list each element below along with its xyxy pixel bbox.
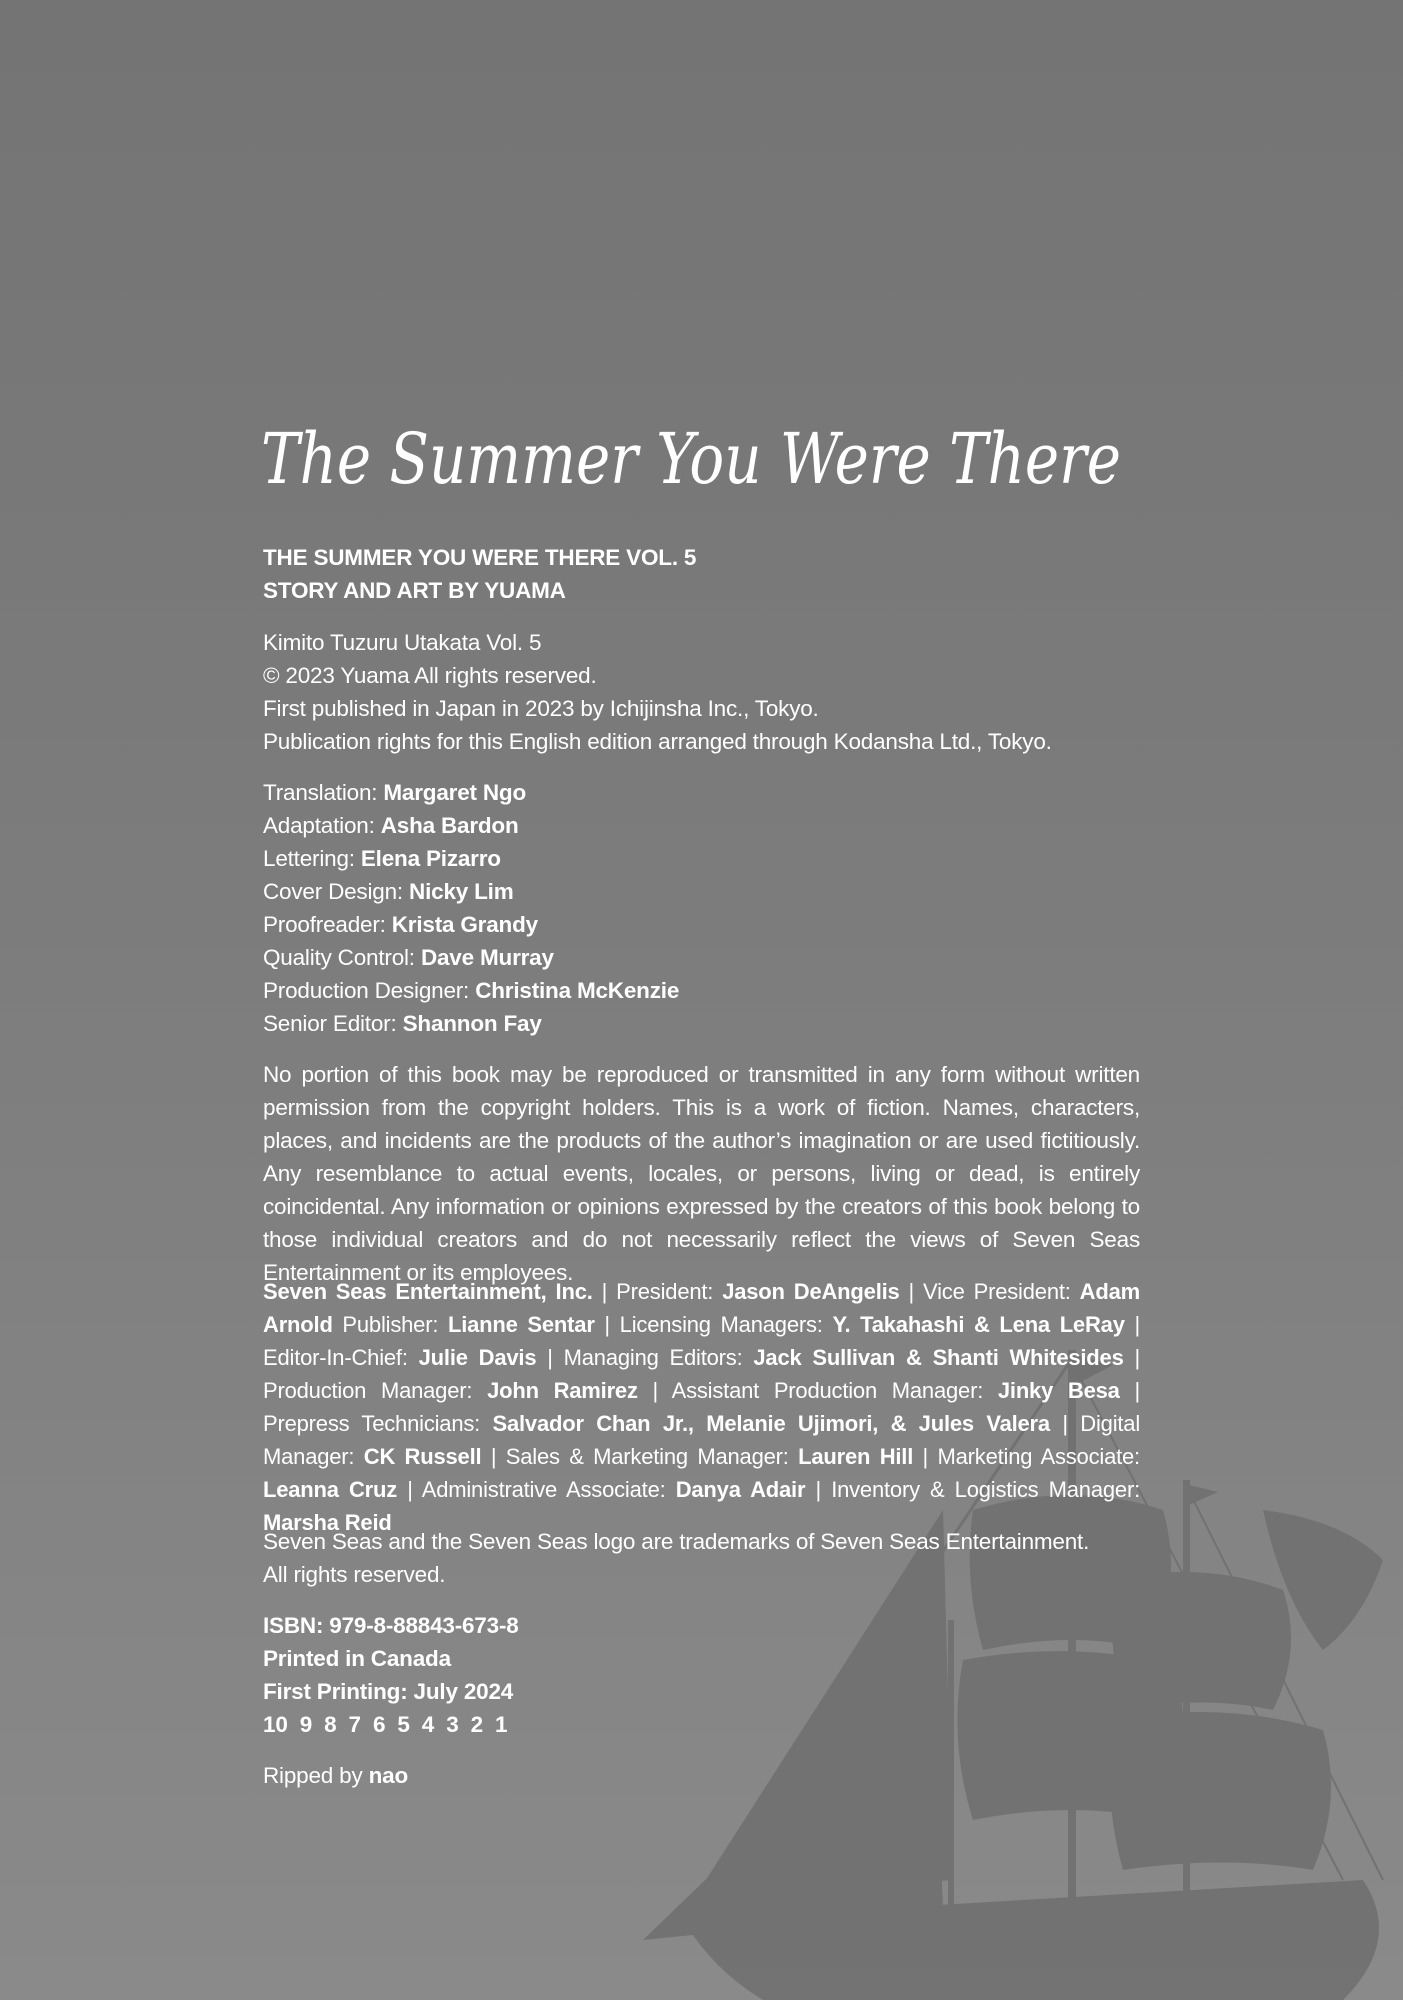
separator: | [637, 1378, 672, 1403]
trademark-line: Seven Seas and the Seven Seas logo are trademarks of Seven Seas Entertainment. [263, 1529, 1090, 1554]
separator: | [1124, 1312, 1140, 1337]
separator: | [805, 1477, 832, 1502]
staff-name: Julie Davis [418, 1345, 537, 1370]
staff-role: Editor-In- [263, 1345, 352, 1370]
print-line-numbers: 10 9 8 7 6 5 4 3 2 1 [263, 1712, 508, 1737]
credit-role: Proofreader: [263, 912, 386, 937]
staff-name: Jack Sullivan & Shanti Whitesides [753, 1345, 1124, 1370]
credits-block [263, 776, 1140, 1040]
credit-role: Cover Design: [263, 879, 403, 904]
printed-in: Printed in Canada [263, 1646, 451, 1671]
trademark-line: All rights reserved. [263, 1562, 446, 1587]
staff-role: Publisher: [342, 1312, 439, 1337]
staff-name: Danya Adair [675, 1477, 806, 1502]
separator: | [481, 1444, 506, 1469]
separator: | [397, 1477, 422, 1502]
credit-line [263, 875, 1140, 908]
rights-line: Kimito Tuzuru Utakata Vol. 5 [263, 630, 542, 655]
credit-line [263, 1007, 1140, 1040]
credit-line [263, 776, 1140, 809]
header-author: STORY AND ART BY YUAMA [263, 578, 566, 603]
credit-line [263, 941, 1140, 974]
staff-role: Marketing Associate: [937, 1444, 1140, 1469]
credit-line [263, 842, 1140, 875]
isbn: ISBN: 979-8-88843-673-8 [263, 1613, 519, 1638]
staff-name: Adam Arnold [263, 1279, 1140, 1337]
script-title [255, 405, 1135, 515]
credit-name: Krista Grandy [391, 912, 538, 937]
credit-role: Lettering: [263, 846, 355, 871]
staff-role: Chief: [351, 1345, 408, 1370]
staff-name: Lianne Sentar [448, 1312, 595, 1337]
credit-role: Translation: [263, 780, 378, 805]
credit-name: Christina McKenzie [475, 978, 680, 1003]
credit-role: Adaptation: [263, 813, 375, 838]
separator: | [1123, 1345, 1141, 1370]
separator: | [592, 1279, 617, 1304]
staff-name: Marsha Reid [263, 1510, 392, 1535]
book-header [263, 541, 1140, 607]
staff-name: John Ramirez [487, 1378, 638, 1403]
separator: | [1049, 1411, 1081, 1436]
credit-name: Shannon Fay [402, 1011, 542, 1036]
staff-name: Leanna Cruz [263, 1477, 398, 1502]
credit-role: Production Designer: [263, 978, 470, 1003]
header-title: THE SUMMER YOU WERE THERE VOL. 5 [263, 545, 697, 570]
credit-role: Quality Control: [263, 945, 415, 970]
staff-role: Prepress Technicians: [263, 1411, 481, 1436]
staff-role: President: [616, 1279, 714, 1304]
staff-role: Managing Editors: [563, 1345, 743, 1370]
staff-role: Sales & [505, 1444, 584, 1469]
script-title-text: The Summer You Were There [261, 418, 1121, 500]
separator: | [913, 1444, 938, 1469]
staff-role: Licensing Managers: [619, 1312, 823, 1337]
rights-block [263, 626, 1140, 758]
staff-name: Lauren Hill [798, 1444, 914, 1469]
staff-role: Vice President: [923, 1279, 1071, 1304]
disclaimer-paragraph: No portion of this book may be reproduced or transmitted in any form without written permission from the copyright holders. This is a work of fiction. Names, characters, places, and incidents are the products of the author’s imagination or are used fictitiously. Any resemblance to actual events, locales, or persons, living or dead, is entirely coincidental. Any information or opinions expressed by the creators of this book belong to those individual creators and do not necessarily reflect the views of Seven Seas Entertainment or its employees. [263, 1062, 1140, 1285]
rights-line: First published in Japan in 2023 by Ichijinsha Inc., Tokyo. [263, 696, 819, 721]
ripped-name: nao [368, 1763, 408, 1788]
credit-name: Margaret Ngo [383, 780, 527, 805]
separator: | [1119, 1378, 1140, 1403]
staff-role: Digital Manager: [263, 1411, 1141, 1469]
staff-name: Y. Takahashi & Lena LeRay [832, 1312, 1125, 1337]
credit-line [263, 908, 1140, 941]
rights-line: Publication rights for this English edition arranged through Kodansha Ltd., Tokyo. [263, 729, 1052, 754]
staff-role: Assistant Production Manager: [671, 1378, 984, 1403]
credit-line [263, 974, 1140, 1007]
staff-role: Marketing Manager: [593, 1444, 789, 1469]
ripped-credit [263, 1759, 1140, 1792]
staff-role: Production [263, 1378, 367, 1403]
credit-name: Asha Bardon [380, 813, 519, 838]
staff-company: Seven Seas Entertainment, Inc. [263, 1279, 593, 1304]
staff-role: Manager: [380, 1378, 473, 1403]
first-printing: First Printing: July 2024 [263, 1679, 514, 1704]
staff-role: Inventory & Logistics Manager: [831, 1477, 1140, 1502]
separator: | [899, 1279, 924, 1304]
printing-block [263, 1609, 1140, 1741]
ripped-label: Ripped by [263, 1763, 363, 1788]
staff-name: Jinky Besa [997, 1378, 1120, 1403]
separator: | [594, 1312, 620, 1337]
trademark-block [263, 1525, 1140, 1591]
rights-line: © 2023 Yuama All rights reserved. [263, 663, 597, 688]
credit-name: Dave Murray [420, 945, 554, 970]
staff-name: Jason DeAngelis [722, 1279, 900, 1304]
separator: | [536, 1345, 564, 1370]
staff-name: Salvador Chan Jr., Melanie Ujimori, & Jules Valera [492, 1411, 1050, 1436]
credit-role: Senior Editor: [263, 1011, 397, 1036]
credit-name: Elena Pizarro [360, 846, 501, 871]
credit-name: Nicky Lim [409, 879, 514, 904]
staff-name: CK Russell [363, 1444, 482, 1469]
staff-role: Administrative Associate: [421, 1477, 666, 1502]
credit-line [263, 809, 1140, 842]
staff-paragraph [263, 1275, 1140, 1539]
